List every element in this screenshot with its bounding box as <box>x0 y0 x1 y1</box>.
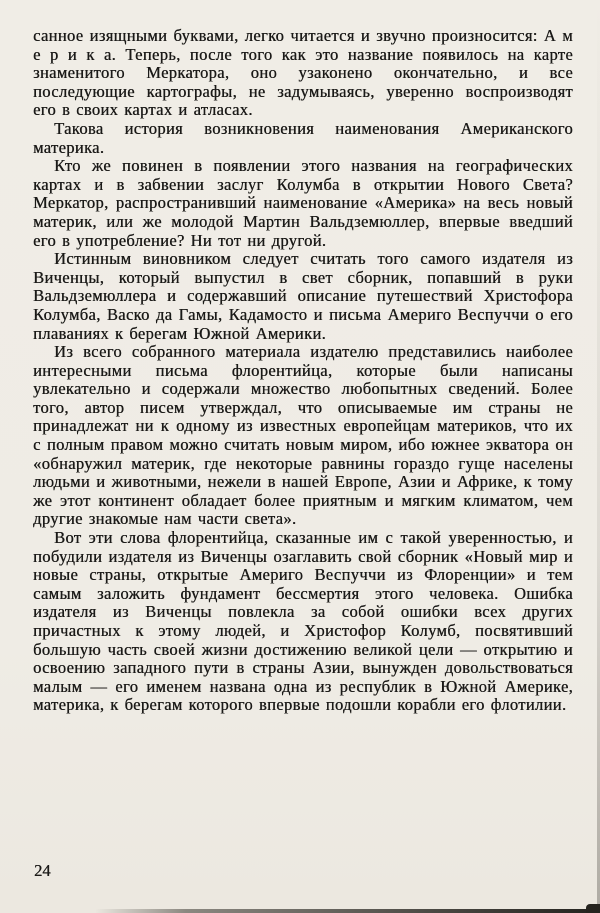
text-block <box>33 27 573 715</box>
paragraph-continuation: санное изящными буквами, легко читается и звучно произносится: А м е р и к а. Теперь, после того как это название появилось на карте знаменитого Меркатора, оно узаконено окончательно, и все последующие картографы, не задумываясь, уверенно воспроизводят его в своих картах и атласах. <box>33 26 573 120</box>
paragraph: Кто же повинен в появлении этого названия на географических картах и в забвении заслуг Колумба в открытии Нового Света? Меркатор, распространивший наименование «Америка» на весь новый материк, или же молодой Мартин Вальдземюллер, впервые введший его в употребление? Ни тот ни другой. <box>33 156 573 250</box>
page-edge-shadow-bottom <box>95 909 600 913</box>
page-corner-mark <box>586 904 600 913</box>
paragraph: Из всего собранного материала издателю представились наиболее интересными письма флорентийца, которые были написаны увлекательно и содержали множество любопытных сведений. Более того, автор писем утверждал, что описываемые им страны не принадлежат ни к одному из известных европейцам материков, что их с полным правом можно считать новым миром, ибо южнее экватора он «обнаружил материк, где некоторые равнины гораздо гуще населены людьми и животными, нежели в нашей Европе, Азии и Африке, к тому же этот континент обладает более приятным и мягким климатом, чем другие знакомые нам части света». <box>33 342 573 529</box>
paragraph: Такова история возникновения наименования Американского материка. <box>33 118 573 157</box>
page-number: 24 <box>34 861 51 880</box>
paragraph: Истинным виновником следует считать того самого издателя из Виченцы, который выпустил в свет сборник, попавший в руки Вальдземюллера и содержавший описание путешествий Христофора Колумба, Васко да Гамы, Кадамосто и письма Америго Веспуччи о его плаваниях к берегам Южной Америки. <box>33 249 573 343</box>
paragraph: Вот эти слова флорентийца, сказанные им с такой уверенностью, и побудили издателя из Виченцы озаглавить свой сборник «Новый мир и новые страны, открытые Америго Веспуччи из Флоренции» и тем самым заложить фундамент бессмертия этого человека. Ошибка издателя из Виченцы повлекла за собой ошибки всех других причастных к этому людей, и Христофор Колумб, посвятивший большую часть своей жизни достижению великой цели — открытию и освоению западного пути в страны Азии, вынужден довольствоваться малым — его именем названа одна из республик в Южной Америке, материка, к берегам которого впервые подошли корабли его флотилии. <box>33 528 573 715</box>
